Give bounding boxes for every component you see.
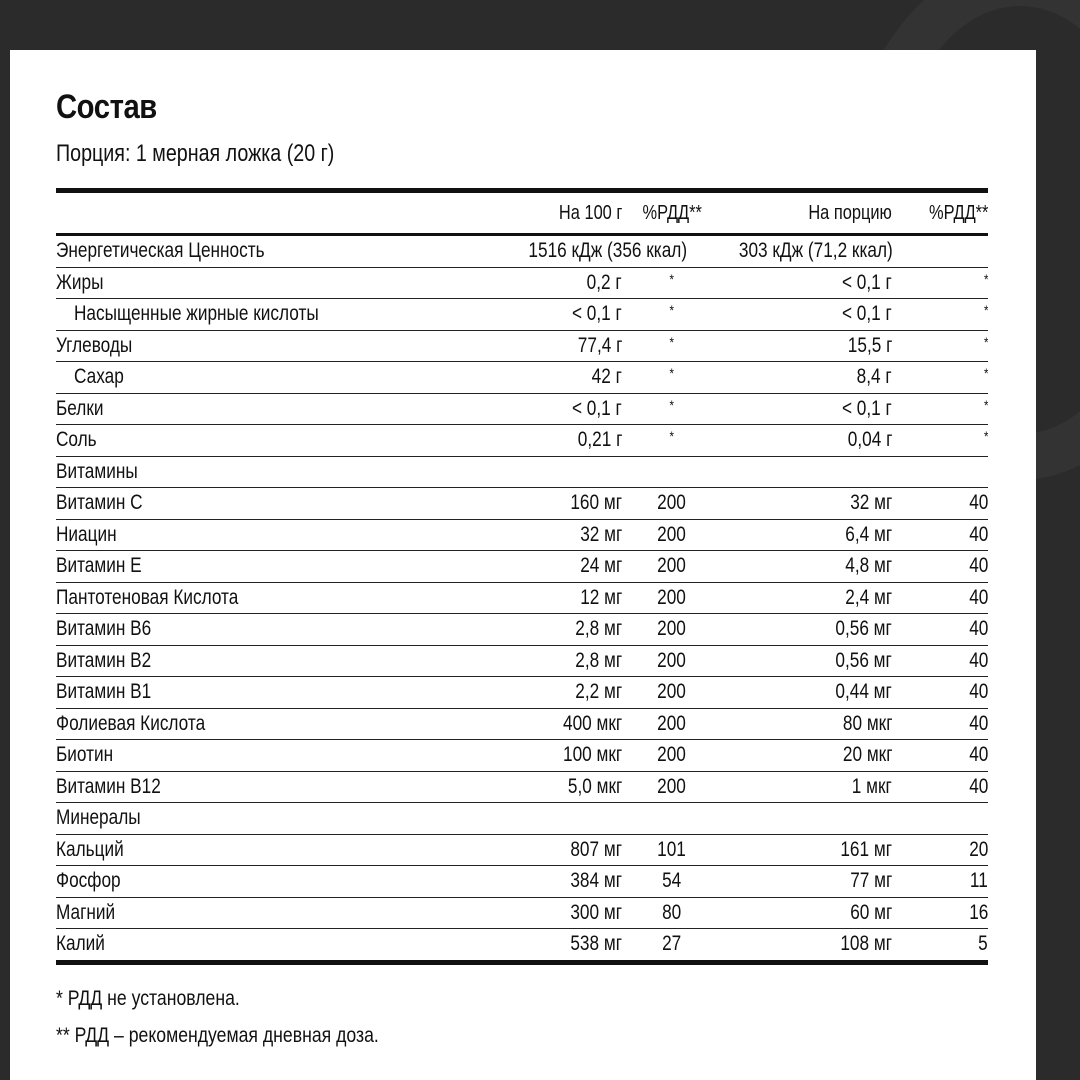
rdd-per100: *: [622, 425, 722, 457]
rdd-portion: 40: [892, 488, 988, 520]
rdd-per100: 200: [622, 740, 722, 772]
value-per100: 384 мг: [446, 866, 622, 898]
nutrient-row: [56, 614, 988, 646]
rdd-portion: 40: [892, 677, 988, 709]
composition-card: [10, 50, 1036, 1080]
value-per100: 160 мг: [446, 488, 622, 520]
rdd-per100: 200: [622, 708, 722, 740]
nutrient-name: Кальций: [56, 834, 446, 866]
rdd-portion: *: [892, 299, 988, 331]
page-title: Состав: [56, 88, 157, 126]
value-portion: 108 мг: [840, 932, 892, 956]
rdd-portion: 40: [892, 519, 988, 551]
rdd-per100: 200: [622, 771, 722, 803]
rdd-per100: *: [622, 267, 722, 299]
header-per100: На 100 г: [446, 193, 622, 235]
value-per100: 100 мкг: [446, 740, 622, 772]
nutrient-row: [56, 645, 988, 677]
rdd-per100: 200: [622, 519, 722, 551]
nutrient-row: [56, 708, 988, 740]
rdd-per100: 101: [622, 834, 722, 866]
rdd-per100: 200: [622, 614, 722, 646]
rdd-per100: 27: [662, 932, 682, 956]
energy-row: [56, 235, 988, 268]
rdd-per100: 200: [622, 645, 722, 677]
rdd-per100: 200: [622, 488, 722, 520]
nutrient-row: [56, 425, 988, 457]
nutrient-name: Ниацин: [56, 519, 446, 551]
nutrient-name: Сахар: [56, 362, 446, 394]
nutrient-name: Витамин В12: [56, 771, 446, 803]
nutrient-name: Пантотеновая Кислота: [56, 582, 446, 614]
rdd-portion: *: [892, 425, 988, 457]
value-portion: < 0,1 г: [722, 393, 892, 425]
rdd-per100: *: [622, 299, 722, 331]
value-per100: 77,4 г: [446, 330, 622, 362]
rdd-portion: 40: [892, 614, 988, 646]
nutrient-name: Витамин В2: [56, 645, 446, 677]
nutrient-name: Витамин В6: [56, 614, 446, 646]
value-per100: 538 мг: [570, 932, 622, 956]
nutrient-row: [56, 330, 988, 362]
value-portion: < 0,1 г: [722, 299, 892, 331]
nutrient-name: Жиры: [56, 267, 446, 299]
value-portion: 1 мкг: [722, 771, 892, 803]
nutrient-row: [56, 267, 988, 299]
nutrient-row: [56, 362, 988, 394]
footnote-not-established: * РДД не установлена.: [56, 987, 240, 1010]
value-per100: 42 г: [446, 362, 622, 394]
rdd-portion: *: [892, 267, 988, 299]
rdd-per100: 80: [622, 897, 722, 929]
value-per100: 5,0 мкг: [446, 771, 622, 803]
header-portion: На порцию: [722, 193, 892, 235]
minerals-section: [56, 803, 988, 835]
value-portion: 4,8 мг: [722, 551, 892, 583]
nutrient-row: [56, 771, 988, 803]
vitamins-section: [56, 456, 988, 488]
nutrient-name: Белки: [56, 393, 446, 425]
rdd-portion: *: [892, 393, 988, 425]
header-rdd-portion: %РДД**: [892, 193, 988, 235]
rdd-portion: *: [892, 362, 988, 394]
nutrient-name: Магний: [56, 897, 446, 929]
value-per100: 12 мг: [446, 582, 622, 614]
nutrient-row: [56, 929, 988, 960]
value-per100: 32 мг: [446, 519, 622, 551]
nutrient-name: Витамин С: [56, 488, 446, 520]
nutrient-row: [56, 582, 988, 614]
nutrient-row: [56, 299, 988, 331]
value-per100: 300 мг: [446, 897, 622, 929]
value-portion: 80 мкг: [722, 708, 892, 740]
rdd-per100: 54: [622, 866, 722, 898]
energy-portion: 303 кДж (71,2 ккал): [722, 235, 988, 268]
rdd-per100: 200: [622, 582, 722, 614]
table-header-row: [56, 193, 988, 235]
serving-size: Порция: 1 мерная ложка (20 г): [56, 140, 335, 167]
vitamins-section-label: Витамины: [56, 456, 988, 488]
value-per100: 0,21 г: [446, 425, 622, 457]
value-per100: 2,8 мг: [446, 645, 622, 677]
nutrient-name: Витамин Е: [56, 551, 446, 583]
nutrient-row: [56, 677, 988, 709]
value-per100: 2,8 мг: [446, 614, 622, 646]
value-per100: 0,2 г: [446, 267, 622, 299]
value-portion: 0,44 мг: [722, 677, 892, 709]
value-portion: 6,4 мг: [722, 519, 892, 551]
nutrient-name: Фолиевая Кислота: [56, 708, 446, 740]
rdd-portion: 16: [892, 897, 988, 929]
value-per100: 24 мг: [446, 551, 622, 583]
value-portion: 161 мг: [722, 834, 892, 866]
nutrient-row: [56, 897, 988, 929]
nutrient-row: [56, 393, 988, 425]
value-portion: 0,56 мг: [722, 614, 892, 646]
value-portion: 0,56 мг: [722, 645, 892, 677]
header-name: [56, 193, 446, 235]
nutrient-row: [56, 519, 988, 551]
value-portion: 15,5 г: [722, 330, 892, 362]
rdd-per100: *: [622, 330, 722, 362]
value-portion: 60 мг: [722, 897, 892, 929]
value-per100: 807 мг: [446, 834, 622, 866]
value-per100: < 0,1 г: [446, 299, 622, 331]
rdd-portion: *: [892, 330, 988, 362]
rdd-portion: 5: [978, 932, 988, 956]
table-bottom-rule: [56, 960, 988, 965]
rdd-portion: 40: [892, 771, 988, 803]
footnote-rdd-definition: ** РДД – рекомендуемая дневная доза.: [56, 1024, 379, 1047]
rdd-portion: 11: [892, 866, 988, 898]
rdd-portion: 20: [892, 834, 988, 866]
header-rdd-per100: %РДД**: [622, 193, 722, 235]
footnotes: [56, 980, 440, 1054]
nutrient-row: [56, 740, 988, 772]
nutrient-name: Соль: [56, 425, 446, 457]
rdd-portion: 40: [892, 645, 988, 677]
value-per100: 2,2 мг: [446, 677, 622, 709]
minerals-section-label: Минералы: [56, 803, 988, 835]
energy-per100: 1516 кДж (356 ккал): [446, 235, 722, 268]
value-portion: 20 мкг: [722, 740, 892, 772]
nutrient-name: Калий: [56, 932, 105, 956]
rdd-portion: 40: [892, 740, 988, 772]
nutrient-name: Углеводы: [56, 330, 446, 362]
rdd-per100: *: [622, 393, 722, 425]
value-portion: < 0,1 г: [722, 267, 892, 299]
value-portion: 77 мг: [722, 866, 892, 898]
rdd-per100: 200: [622, 551, 722, 583]
rdd-portion: 40: [892, 708, 988, 740]
value-per100: 400 мкг: [446, 708, 622, 740]
rdd-portion: 40: [892, 582, 988, 614]
value-portion: 0,04 г: [722, 425, 892, 457]
nutrient-row: [56, 551, 988, 583]
nutrient-name: Витамин В1: [56, 677, 446, 709]
value-portion: 32 мг: [722, 488, 892, 520]
value-portion: 2,4 мг: [722, 582, 892, 614]
nutrition-table: [56, 188, 988, 965]
rdd-per100: *: [622, 362, 722, 394]
nutrient-row: [56, 834, 988, 866]
nutrient-row: [56, 488, 988, 520]
energy-label: Энергетическая Ценность: [56, 235, 446, 268]
nutrient-row: [56, 866, 988, 898]
nutrient-name: Биотин: [56, 740, 446, 772]
rdd-per100: 200: [622, 677, 722, 709]
rdd-portion: 40: [892, 551, 988, 583]
nutrient-name: Фосфор: [56, 866, 446, 898]
value-portion: 8,4 г: [722, 362, 892, 394]
value-per100: < 0,1 г: [446, 393, 622, 425]
nutrient-name: Насыщенные жирные кислоты: [56, 299, 446, 331]
